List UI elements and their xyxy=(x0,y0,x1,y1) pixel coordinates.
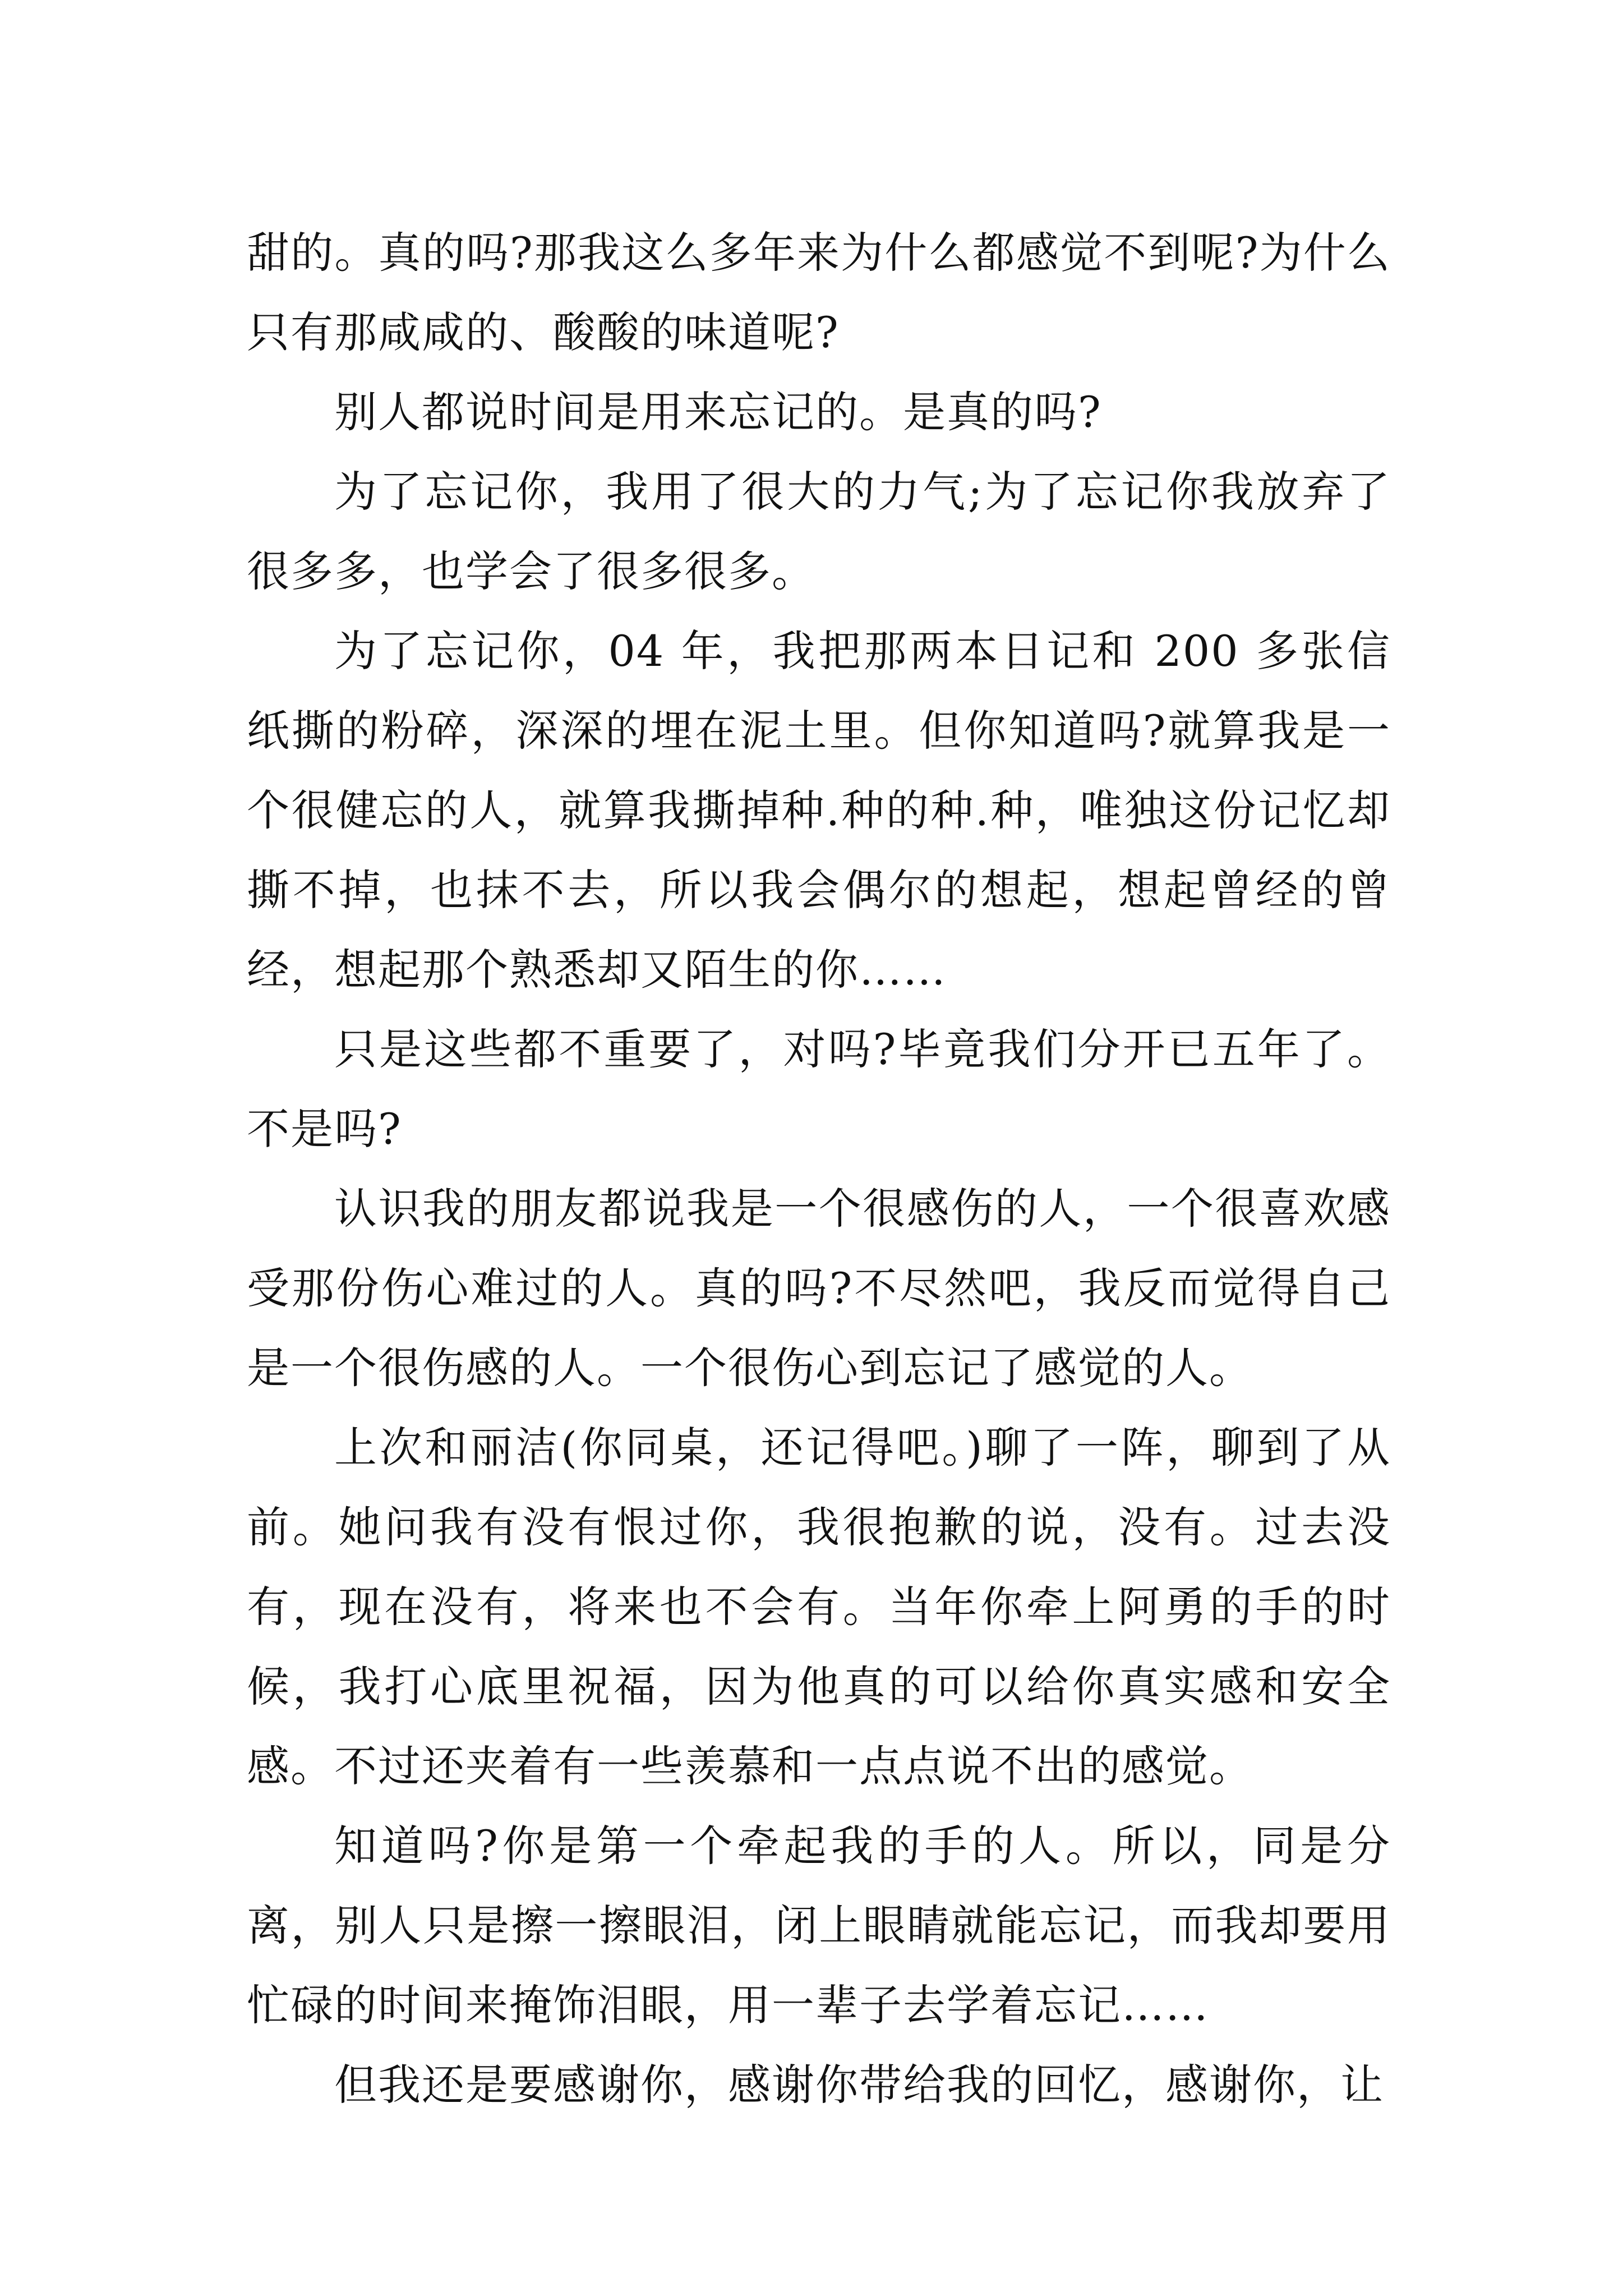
paragraph-4: 为了忘记你，04 年，我把那两本日记和 200 多张信纸撕的粉碎，深深的埋在泥土里。但你知道吗?就算我是一个很健忘的人，就算我撕掉种.种的种.种，唯独这份记忆却撕不掉，也抹不去，所以我会偶尔的想起，想起曾经的曾经，想起那个熟悉却又陌生的你…… xyxy=(247,626,1391,995)
paragraph-7: 上次和丽洁(你同桌，还记得吧。)聊了一阵，聊到了从前。她问我有没有恨过你，我很抱歉的说，没有。过去没有，现在没有，将来也不会有。当年你牵上阿勇的手的时候，我打心底里祝福，因为他真的可以给你真实感和安全感。不过还夹着有一些羡慕和一点点说不出的感觉。 xyxy=(247,1423,1391,1791)
paragraph-3: 为了忘记你，我用了很大的力气;为了忘记你我放弃了很多多，也学会了很多很多。 xyxy=(247,467,1391,596)
paragraph-9: 但我还是要感谢你，感谢你带给我的回忆，感谢你，让 xyxy=(334,2060,1384,2110)
paragraph-6: 认识我的朋友都说我是一个很感伤的人，一个很喜欢感受那份伤心难过的人。真的吗?不尽然吧，我反而觉得自己是一个很伤感的人。一个很伤心到忘记了感觉的人。 xyxy=(247,1184,1391,1393)
document-page xyxy=(247,213,1391,2125)
paragraph-2: 别人都说时间是用来忘记的。是真的吗? xyxy=(334,387,1102,437)
paragraph-5: 只是这些都不重要了，对吗?毕竟我们分开已五年了。不是吗? xyxy=(247,1024,1391,1154)
paragraph-1: 甜的。真的吗?那我这么多年来为什么都感觉不到呢?为什么只有那咸咸的、酸酸的味道呢? xyxy=(247,228,1391,357)
paragraph-8: 知道吗?你是第一个牵起我的手的人。所以，同是分离，别人只是擦一擦眼泪，闭上眼睛就能忘记，而我却要用忙碌的时间来掩饰泪眼，用一辈子去学着忘记…… xyxy=(247,1821,1391,2030)
